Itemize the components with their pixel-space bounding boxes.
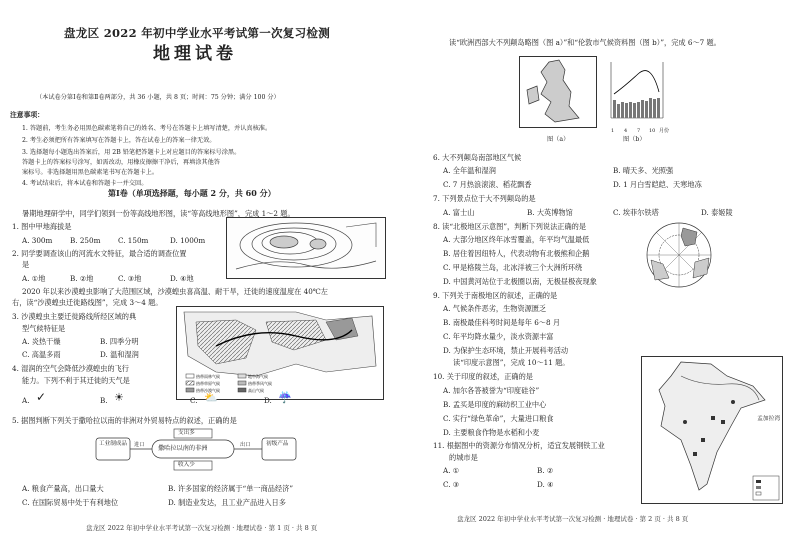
q10-opt-b[interactable]: B. 孟买是印度的麻纺织工业中心: [443, 400, 547, 409]
diagram-top: 支出多: [178, 430, 195, 436]
sun-icon: ☀: [114, 391, 124, 404]
q1-opt-d[interactable]: D. 1000m: [170, 236, 206, 245]
q4-opt-c[interactable]: C.: [190, 396, 198, 405]
q6-opt-b[interactable]: B. 晴天多、光照强: [613, 166, 674, 175]
intro-6-7: 读“欧洲西部大不列颠岛略图（图 a）”和“伦敦市气候资料图（图 b）”，完成 6～7 题。: [449, 38, 721, 47]
q9-opt-a[interactable]: A. 气候条件恶劣，生物资源匮乏: [443, 304, 547, 313]
q5-opt-a[interactable]: A. 粮食产量高，出口量大: [22, 484, 104, 493]
q4-stem: 4. 湿润的空气会降低沙漠蝗虫的飞行: [12, 364, 129, 373]
q4-stem-cont: 能力。下列不利于其迁徙的天气是: [22, 376, 130, 385]
q6-opt-a[interactable]: A. 全年温和湿润: [443, 166, 496, 175]
q5-stem: 5. 据图判断下列关于撒哈拉以南的非洲对外贸易特点的叙述，正确的是: [12, 416, 237, 425]
contour-map: [226, 217, 386, 279]
intro-3-4b: 右，读“沙漠蝗虫迁徙路线图”，完成 3～4 题。: [12, 298, 163, 307]
london-climate-chart: [601, 58, 671, 130]
q7-opt-a[interactable]: A. 富士山: [443, 208, 475, 217]
q10-opt-d[interactable]: D. 主要粮食作物是水稻和小麦: [443, 428, 540, 437]
legend-6: 高山气候: [248, 388, 264, 393]
section-title: 第Ⅰ卷（单项选择题，每小题 2 分，共 60 分）: [108, 188, 276, 198]
locust-migration-map: [176, 306, 384, 404]
axis-tick-1: 1: [611, 128, 615, 134]
note-2: 2. 考生必须把所有答案填写在答题卡上，答在试卷上的答案一律无效。: [22, 137, 216, 144]
q7-stem: 7. 下列景点位于大不列颠岛的是: [433, 194, 536, 203]
q3-opt-b[interactable]: B. 四季分明: [100, 337, 139, 346]
note-3c: 案标号。非选择题用黑色碳素笔书写在答题卡上。: [22, 169, 159, 176]
q1-opt-b[interactable]: B. 250m: [70, 236, 101, 245]
diagram-import: 进口: [134, 442, 145, 448]
exam-title: 盘龙区 2022 年初中学业水平考试第一次复习检测: [64, 26, 331, 40]
q2-opt-b[interactable]: B. ②地: [70, 274, 94, 283]
axis-label-month: 月份: [659, 128, 670, 134]
q11-stem: 11. 根据图中的资源分布情况分析，适宜发展钢铁工业: [433, 441, 605, 450]
q7-opt-b[interactable]: B. 大英博物馆: [527, 208, 573, 217]
q9-opt-b[interactable]: B. 南极最佳科考时间是每年 6～8 月: [443, 318, 561, 327]
legend-1: 热带雨林气候: [196, 374, 220, 379]
q4-opt-a[interactable]: A.: [22, 396, 30, 405]
q1-opt-a[interactable]: A. 300m: [22, 236, 53, 245]
exam-info: （本试卷分第Ⅰ卷和第Ⅱ卷两部分，共 36 小题，共 8 页；时间：75 分钟；满分 100 分）: [36, 94, 280, 101]
q8-opt-a[interactable]: A. 大部分地区终年冰雪覆盖，年平均气温最低: [443, 235, 590, 244]
q9-opt-d[interactable]: D. 为保护生态环境，禁止开展科考活动: [443, 346, 569, 355]
q6-stem: 6. 大不列颠岛南部地区气候: [433, 153, 522, 162]
q7-opt-c[interactable]: C. 埃菲尔铁塔: [613, 208, 659, 217]
q1-opt-c[interactable]: C. 150m: [118, 236, 149, 245]
q8-opt-b[interactable]: B. 居住着因纽特人，代表动物有北极熊和企鹅: [443, 249, 590, 258]
q11-opt-d[interactable]: D. ④: [537, 480, 554, 489]
q11-opt-a[interactable]: A. ①: [443, 466, 460, 475]
rain-cloud-icon: ☔: [278, 391, 292, 404]
q6-opt-c[interactable]: C. 7 月热浪滚滚、稻花飘香: [443, 180, 532, 189]
note-4: 4. 考试结束后，将本试卷和答题卡一并交回。: [22, 180, 148, 187]
intro-3-4a: 2020 年以来沙漠蝗虫影响了大范围区域，沙漠蝗虫喜高温、耐干旱，迁徙的速度温度在 40℃左: [22, 287, 328, 296]
q2-stem-cont: 是: [22, 260, 30, 269]
q11-opt-c[interactable]: C. ③: [443, 480, 460, 489]
q2-opt-c[interactable]: C. ③地: [118, 274, 142, 283]
q11-stem-cont: 的城市是: [449, 453, 478, 462]
diagram-center: 撒哈拉以南的非洲: [158, 445, 208, 452]
page-footer-1: 盘龙区 2022 年初中学业水平考试第一次复习检测 · 地理试卷 · 第 1 页 · 共 8 页: [86, 524, 318, 532]
q1-stem: 1. 图中甲地海拔是: [12, 222, 72, 231]
q9-opt-c[interactable]: C. 年平均降水量少，淡水资源丰富: [443, 332, 554, 341]
legend-4: 地中海气候: [248, 374, 268, 379]
legend-3: 热带沙漠气候: [196, 388, 220, 393]
q10-opt-a[interactable]: A. 加尔各答被誉为“印度硅谷”: [443, 386, 540, 395]
note-3: 3. 选择题每小题选出答案后，用 2B 铅笔把答题卡上对应题目的答案标号涂黑。: [22, 149, 241, 156]
cloud-sun-icon: ⛅: [204, 391, 218, 404]
q8-opt-d[interactable]: D. 中国黄河站位于北极圈以南，无极昼极夜现象: [443, 277, 597, 286]
diagram-right-box: 初级产品: [266, 441, 289, 447]
india-map: [641, 356, 783, 504]
britain-map: [519, 56, 597, 128]
right-page: [397, 0, 794, 547]
q8-opt-c[interactable]: C. 甲是格陵兰岛，北冰洋被三个大洲所环绕: [443, 263, 583, 272]
q4-opt-b[interactable]: B.: [100, 396, 108, 405]
q9-stem: 9. 下列关于南极地区的叙述，正确的是: [433, 291, 558, 300]
note-3b: 答题卡上的答案标号涂写，如需改动，用橡皮擦擦干净后，再填涂其他答: [22, 159, 220, 166]
legend-2: 热带草原气候: [196, 381, 220, 386]
check-mark-icon: ✓: [36, 390, 47, 404]
q3-opt-d[interactable]: D. 温和湿润: [100, 350, 139, 359]
q11-opt-b[interactable]: B. ②: [537, 466, 554, 475]
axis-tick-10: 10: [649, 128, 656, 134]
q2-opt-a[interactable]: A. ①地: [22, 274, 46, 283]
q10-opt-c[interactable]: C. 实行“绿色革命”，大量进口粮食: [443, 414, 554, 423]
note-1: 1. 答题前，考生务必用黑色碳素笔将自己的姓名、考号在答题卡上填写清楚，并认真核准。: [22, 125, 272, 132]
arctic-map: [633, 220, 725, 290]
q3-opt-a[interactable]: A. 炎热干燥: [22, 337, 61, 346]
diagram-left-box: 工业制成品: [99, 441, 127, 447]
fig-a-caption: 图（a）: [547, 136, 570, 143]
diagram-bottom: 收入少: [178, 462, 195, 468]
subject-title: 地理试卷: [153, 44, 237, 64]
q5-opt-d[interactable]: D. 制造业发达，且工业产品进入日多: [168, 498, 286, 507]
q2-stem: 2. 同学要调查该山的河流水文特征，最合适的调查位置: [12, 249, 187, 258]
q3-opt-c[interactable]: C. 高温多雨: [22, 350, 61, 359]
page-footer-2: 盘龙区 2022 年初中学业水平考试第一次复习检测 · 地理试卷 · 第 2 页 · 共 8 页: [457, 515, 689, 523]
q7-opt-d[interactable]: D. 泰姬陵: [701, 208, 733, 217]
legend-5: 热带季风气候: [248, 381, 272, 386]
q4-opt-d[interactable]: D.: [264, 396, 272, 405]
india-bay-label: 孟加拉湾: [757, 416, 781, 422]
intro-10-11: 读“印度示意图”，完成 10～11 题。: [453, 358, 570, 367]
q2-opt-d[interactable]: D. ④地: [170, 274, 194, 283]
q5-opt-b[interactable]: B. 许多国家的经济属于“单一商品经济”: [168, 484, 294, 493]
notes-title: 注意事项：: [10, 111, 44, 119]
q3-stem-cont: 型气候特征是: [22, 324, 66, 333]
q5-opt-c[interactable]: C. 在国际贸易中处于有利地位: [22, 498, 119, 507]
axis-tick-7: 7: [637, 128, 641, 134]
q6-opt-d[interactable]: D. 1 月白雪皑皑、天寒地冻: [613, 180, 702, 189]
fig-b-caption: 图（b）: [623, 136, 646, 143]
q10-stem: 10. 关于印度的叙述，正确的是: [433, 372, 533, 381]
q8-stem: 8. 读“北极地区示意图”，判断下列说法正确的是: [433, 222, 587, 231]
diagram-export: 出口: [240, 442, 251, 448]
q3-stem: 3. 沙漠蝗虫主要迁徙路线所经区域的典: [12, 312, 137, 321]
intro-1-2: 暑期地理研学中，同学们领到一份等高线地形图，读“等高线地形图”，完成 1～2 题。: [22, 209, 295, 218]
axis-tick-4: 4: [624, 128, 628, 134]
